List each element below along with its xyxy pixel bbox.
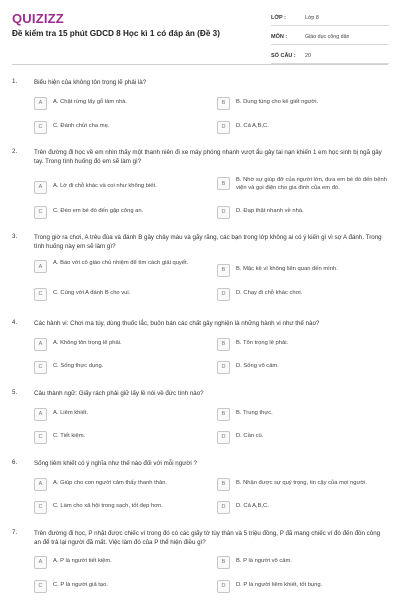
option-d[interactable]: D D. Chạy đi chỗ khác chơi. xyxy=(217,287,302,301)
question-text: Câu thành ngữ: Giấy rách phải giữ lấy lề nói về đức tính nào? xyxy=(34,390,204,397)
option-a[interactable]: A A. P là người tiết kiệm. xyxy=(34,555,112,569)
question-text: Biểu hiện của không tôn trọng lẽ phải là? xyxy=(34,79,147,86)
quizizz-logo: QUIZIZZ xyxy=(12,11,64,26)
option-c[interactable]: C C. Đèo em bé đó đến gặp công an. xyxy=(34,205,143,219)
question-number: 4. xyxy=(12,319,18,326)
question-number: 7. xyxy=(12,529,18,536)
option-a[interactable]: A A. Báo với cô giáo chủ nhiệm để tìm cách giải quyết. xyxy=(34,260,204,280)
question-text: Trên đường đi học về em nhìn thấy một thanh niên đi xe máy phóng nhanh vượt ẩu gây tai nạn khiến 1 em học sinh bị ngã gây tay. Trong tình huống đó em sẽ làm gì? xyxy=(34,149,382,165)
option-b[interactable]: B B. Nhận được sự quý trọng, tin cậy của mọi người. xyxy=(217,477,367,491)
meta-row-subject xyxy=(271,30,389,45)
meta-label: SỐ CÂU : xyxy=(271,53,296,59)
option-d[interactable]: D D. Cả A,B,C. xyxy=(217,120,269,134)
option-c[interactable]: C C. Cùng với A đánh B cho vui. xyxy=(34,287,130,301)
page-title: Đề kiểm tra 15 phút GDCD 8 Học kì 1 có đáp án (Đề 3) xyxy=(12,29,220,38)
option-c[interactable]: C C. Tiết kiệm. xyxy=(34,430,85,444)
option-b[interactable]: B B. Mặc kệ vì không liên quan đến mình. xyxy=(217,263,338,277)
header-divider xyxy=(12,64,388,65)
option-b[interactable]: B B. Nhờ sự giúp đỡ của người lớn, đưa em bé đó đến bệnh viện và gọi điện cho gia đình của em đó. xyxy=(217,177,387,197)
question-text: Trong giờ ra chơi, A trêu đùa và đánh B gây chảy máu và gãy răng, các bạn trong lớp không ai có ý kiến gì vì sợ A đánh. Trong tình huống này em sẽ làm gì? xyxy=(34,234,382,250)
option-d[interactable]: D D. P là người liêm khiết, tốt bụng. xyxy=(217,579,322,593)
question-number: 3. xyxy=(12,233,18,240)
question-number: 2. xyxy=(12,148,18,155)
option-b[interactable]: B B. Tôn trọng lẽ phải. xyxy=(217,337,288,351)
option-a[interactable]: A A. Liêm khiết. xyxy=(34,407,88,421)
option-c[interactable]: C C. Làm cho xã hội trong sạch, tốt đẹp hơn. xyxy=(34,500,163,514)
option-c[interactable]: C C. P là người giả tạo. xyxy=(34,579,108,593)
option-d[interactable]: D D. Cần cù. xyxy=(217,430,263,444)
question-text: Sống liêm khiết có ý nghĩa như thế nào đối với mỗi người ? xyxy=(34,460,197,467)
question-number: 5. xyxy=(12,389,18,396)
option-d[interactable]: D D. Cả A,B,C. xyxy=(217,500,269,514)
option-b[interactable]: B B. Trung thực. xyxy=(217,407,273,421)
meta-value: Lớp 8 xyxy=(305,15,319,21)
option-c[interactable]: C C. Đánh chửi cha mẹ. xyxy=(34,120,109,134)
meta-label: MÔN : xyxy=(271,34,288,40)
option-a[interactable]: A A. Giúp cho con người cảm thấy thanh thản. xyxy=(34,477,167,491)
option-a[interactable]: A A. Lờ đi chỗ khác và coi như không biết. xyxy=(34,180,157,194)
meta-value: Giáo dục công dân xyxy=(305,34,350,40)
meta-row-class xyxy=(271,11,389,26)
option-b[interactable]: B B. Dung túng cho kẻ giết người. xyxy=(217,96,318,110)
meta-value: 20 xyxy=(305,53,311,59)
meta-label: LỚP : xyxy=(271,15,286,21)
option-a[interactable]: A A. Chặt rừng lấy gỗ làm nhà. xyxy=(34,96,127,110)
question-number: 1. xyxy=(12,78,18,85)
option-d[interactable]: D D. Đạp thật nhanh về nhà. xyxy=(217,205,304,219)
question-text: Trên đường đi học, P nhặt được chiếc ví trong đó có các giấy tờ tùy thân và 5 triệu đồng, P đã mang chiếc ví đó đến đồn công an để trả lại người đã mất. Việc làm đó của P thể hiện điều gì? xyxy=(34,530,381,546)
option-b[interactable]: B B. P là người vô cảm. xyxy=(217,555,292,569)
option-c[interactable]: C C. Sống thực dụng. xyxy=(34,360,103,374)
option-a[interactable]: A A. Không tôn trọng lẽ phải. xyxy=(34,337,122,351)
option-d[interactable]: D D. Sống vô cảm. xyxy=(217,360,279,374)
question-number: 6. xyxy=(12,459,18,466)
meta-info xyxy=(271,11,389,68)
question-text: Các hành vi: Chơi ma túy, dùng thuốc lắc, buôn bán các chất gây nghiện là những hành vi như thế nào? xyxy=(34,320,320,327)
meta-row-count xyxy=(271,49,389,64)
